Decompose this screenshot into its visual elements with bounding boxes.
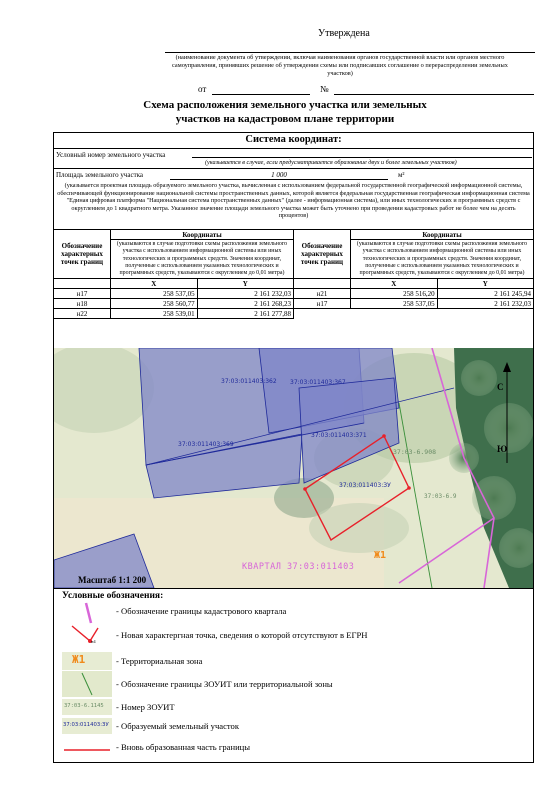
coords-note-left: (указываются в случае подготовки схемы расположения земельного участка с использованием информационной системы или иных технологических и программных средств. Значения координат, полученные с использованием указанных технологических и программных средств, указываются с округлением до 0,01 метра) [111,240,294,279]
legend-item: - Обозначение границы ЗОУИТ или территориальной зоны [116,679,333,689]
zouit-label: 37:03-6.9 [424,493,457,500]
new-point-icon: н4 [62,623,112,647]
scale-label: Масштаб 1:1 200 [78,575,147,585]
zone-label: Ж1 [374,550,387,561]
col-x: X [350,279,437,289]
new-point [407,486,411,490]
divider [53,168,534,169]
new-border-icon [62,740,112,752]
table-row: н18 258 560,77 2 161 268,23 н17 258 537,05 2 161 232,03 [54,299,534,309]
coordinate-system-title: Система координат: [53,132,534,149]
cond-number-line [192,157,532,158]
kvartal-border-icon [62,601,112,621]
new-point [303,487,307,491]
col-coords-right: Координаты [350,230,533,240]
area-value: 1 000 [271,171,287,179]
coordinates-table [53,229,534,319]
parcel-label: 37:03:011403:371 [311,432,367,439]
new-parcel-label: 37:03:011403:ЗУ [339,482,391,489]
table-row: н17 258 537,05 2 161 232,03 н21 258 516,20 2 161 245,94 [54,289,534,299]
south-label: Ю [497,444,508,454]
col-coords-left: Координаты [111,230,294,240]
number-label: № [320,84,329,94]
table-row: н22 258 539,01 2 161 277,88 [54,309,534,319]
legend-item: - Номер ЗОУИТ [116,702,175,712]
approved-label: Утверждена [318,28,370,39]
parcel-label: 37:03:011403:367 [290,379,346,386]
table-cell [293,279,350,289]
col-y: Y [437,279,533,289]
legend-title: Условные обозначения: [62,591,164,601]
new-point [382,434,386,438]
cond-number-label: Условный номер земельного участка [56,151,166,159]
legend-item: - Новая характергная точка, сведения о которой отсутствуют в ЕГРН [116,630,368,640]
approval-note: (наименование документа об утверждении, включая наименования органов государственной власти или органов местного самоуправления, принявших решение об утверждении схемы или подписавших соглашение о перераспределении земельных участков) [172,54,508,77]
area-line [170,179,388,180]
col-y: Y [197,279,293,289]
area-unit: м² [398,171,405,179]
legend-item: - Территориальная зона [116,656,203,666]
zouit-label: 37:03-6.908 [393,448,437,456]
document-title: Схема расположения земельного участка или земельных участков на кадастровом плане территории [143,99,427,125]
coords-note-right: (указываются в случае подготовки схемы расположения земельного участка с использованием информационной системы или иных технологических и программных средств. Значения координат, полученные с использованием указанных технологических и программных средств, указываются с округлением до 0,01 метра) [350,240,533,279]
parcel-label: 37:03:011403:362 [221,378,277,385]
approval-line [165,52,535,53]
north-label: С [497,382,504,392]
zone-icon: Ж1 [62,652,112,670]
divider [53,588,534,589]
legend-item: - Вновь образованная часть границы [116,742,251,752]
table-cell [54,279,111,289]
legend-item: - Образуемый земельный участок [116,721,240,731]
col-points-left: Обозначение характерных точек границ [54,230,111,279]
number-line [334,94,534,95]
zouit-number-icon: 37:03-6.1145 [62,699,112,715]
parcel-icon: 37:03:011403:ЗУ [62,718,112,734]
legend-item: - Обозначение границы кадастрового квартала [116,606,287,616]
kvartal-label: КВАРТАЛ 37:03:011403 [242,562,355,572]
col-x: X [111,279,198,289]
area-label: Площадь земельного участка [56,171,144,179]
parcel-label: 37:03:011403:369 [178,441,234,448]
date-line [212,94,310,95]
zouit-border-icon [62,671,112,697]
from-label: от [198,84,207,94]
col-points-right: Обозначение характерных точек границ [293,230,350,279]
cond-number-note: (указывается в случае, если предусматривается образование двух и более земельных участков) [205,159,457,166]
area-note: (указывается проектная площадь образуемого земельного участка, вычисленная с использованием федеральной государственной географической информационной системы, обеспечивающей функционирование национальной системы пространственных данных, которой является федеральная государственная географическая информационная система "Единая цифровая платформа "Национальная система пространственных данных" (далее - информационная система), или иных технологических и программных средств с округлением до 1 квадратного метра. Указанное значение площади земельного участка может быть уточнено при проведении кадастровых работ не более чем на десять процентов) [57,182,530,220]
cadastral-map[interactable] [54,348,533,588]
